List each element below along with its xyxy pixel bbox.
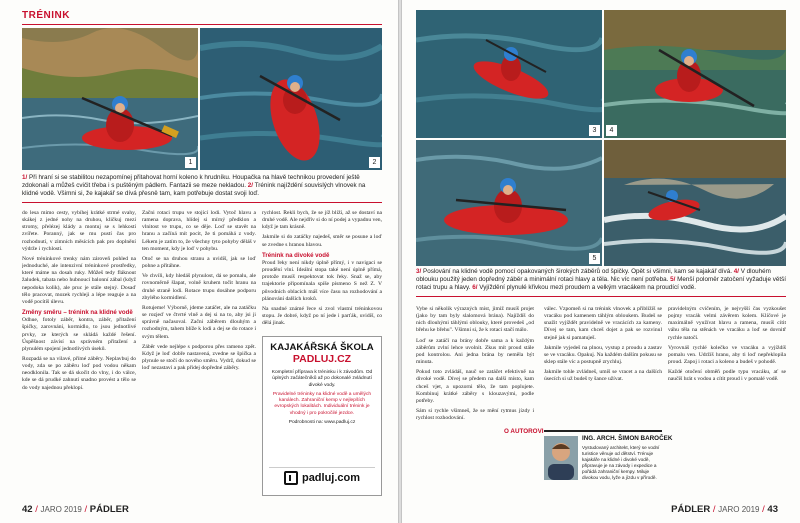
kayaker-photo-1 xyxy=(22,28,198,170)
author-name: ING. ARCH. ŠIMON BAROČEK xyxy=(582,435,673,442)
section-rule xyxy=(22,24,382,25)
caption-text-4: V dlouhém oblouku použitý jeden dopředný záběr a minimální rotaci hlavy a těla. Nic víc není potřeba. xyxy=(416,268,771,284)
author-box xyxy=(544,430,673,516)
issue-label: JARO 2019 xyxy=(40,505,82,514)
paragraph: válec. Vzpomeň si na trénink vlnovek a přiblížíš se vracáku pod kamenem táhlým obloukem. Budeš se snažit vyjíždět pravidelně ve vracácích za kameny. Dívej se tam, kam chceš dojet a pak se rozvinul stejně jak si pamatuješ. xyxy=(544,306,662,341)
caption-rule xyxy=(22,202,382,203)
paragraph: Proud řeky není nikdy úplně přímý, i v navigaci se proudění vlní. Ideální stopa také není úplně přímá, protože musíš respektovat tok řeky. Snaž se, aby trajektorie připomínala spíše písmeno S než Z. V původních oblacích máš více času na rozhodování a plánování dalších kroků. xyxy=(262,259,382,302)
magazine-name: PÁDLER xyxy=(671,504,711,515)
kayaker-photo-2 xyxy=(200,28,382,170)
ad-text-2: Pravidelné tréninky na klidné vodě a umělých kanálech. Zahraniční kemp v nejlepších evropských lokalitách. Individuální trénink je vhodný i pro pokročilé jezdce. xyxy=(272,391,372,416)
article-column-3 xyxy=(262,210,382,332)
article-column-4 xyxy=(416,306,534,502)
kayaker-photo-4 xyxy=(604,10,786,138)
issue-label: JARO 2019 xyxy=(718,505,760,514)
ad-text-1: Kompletní příprava k tréninku i k závodům. Od úplných začátečníků až po dokonalé zvládnutí divoké vody. xyxy=(271,370,373,388)
paragraph: Nové tréninkové trenky nám zároveň pohled na jednoduché, ale intenzivní tréninkové prostředky, které máme na dosah ruky. Můžeš tedy fláknout žaludek, tabata nebo hubnoucí balonní zábal (když nepodoka kolik), ale pruc je stále stejný. Dosaď tělo pracovat, mozek rychleji a lépe reaguje a na vodě pocítíš úlevu. xyxy=(22,255,136,305)
photo-2 xyxy=(200,28,382,170)
caption-text-1: Při hraní si se stabilitou nezapomínej přitahovat horní koleno k hrudníku. Houpačka na hlavě technikou provedení ještě zdokonalí a můžeš cvičit třeba i s puštěným pádlem. Fantazii se meze nekladou. xyxy=(22,174,360,190)
paragraph: rychlost. Řekli bych, že se jíž blíží, až se dostaví na druhé vodě. Ale nejdřív si do ní podej a vypadnu ven, když je tam krásně. xyxy=(262,210,382,231)
paragraph: Jakmile tohle zvládneš, umíš se vracet a na dalších úsecích si už budeš ty šance užívat. xyxy=(544,369,662,383)
article-column-1 xyxy=(22,210,136,500)
caption-text-3: Poslování na klidné vodě pomocí opakovaných širokých záběrů od špičky. Opět si všimni, kam se kajakář dívá. xyxy=(423,268,732,275)
ad-title: KAJAKÁŘSKÁ ŠKOLA xyxy=(270,342,374,353)
footer-right: PÁDLER / JARO 2019 / 43 xyxy=(671,504,778,515)
caption-rule xyxy=(416,296,786,297)
caption-text-5: Menší poloměr zatočení vyžaduje větší rotaci trupu a hlavy. xyxy=(416,276,786,292)
paragraph: Na snadné známé řece si zvol vlastní tréninkovou stopu. Je dobré, když po ní jede i parťák, uvidíš, co dělá jinak. xyxy=(262,305,382,327)
photo-number-1: 1 xyxy=(185,157,196,168)
padluj-logo-icon xyxy=(284,471,298,485)
paragraph: Vybe si několik výrazných míst, jimiž musíš projet (jako by tam byly slalomová brána). Najíždíš do nich dlouhými táhlými oblouky, které provedeš „od břehu ke břehu". Všimni si, že k rotaci stačí málo. xyxy=(416,306,534,334)
caption-number-4: 4/ xyxy=(733,268,739,275)
photo-number-5: 5 xyxy=(589,253,600,264)
paragraph: do lesa mimo cesty, vybíhej krátké strmé svahy, skákej z jedné nohy na druhou, kličkuj mezi stromy, přelézej klády a montuj se s lehkostí zvířete. Poranný, jak se mu pustí čas pro rozhodnutí, v zimních měsících pak pro doplnění výdrže i rychlosti. xyxy=(22,210,136,252)
left-page xyxy=(0,0,398,523)
advertisement-box[interactable] xyxy=(262,336,382,496)
author-label: O AUTOROVI xyxy=(504,428,544,435)
article-column-5 xyxy=(544,306,662,424)
paragraph: Rotujeme! Výborně, jdeme zatáčet, ale na zatáčku se rozjeď ve čtvrté vlně a dej si na to, aby jsi ji správně načasoval. Začni záběrem dlouhým a rozhodným, tahem blíže k lodi a dej se do rotace i svým tělem. xyxy=(142,304,256,340)
author-portrait xyxy=(544,436,578,480)
subheading: Změny směru – trénink na klidné vodě xyxy=(22,309,133,317)
footer-left: 42 / JARO 2019 / PÁDLER xyxy=(22,504,129,515)
caption-text-6: Vyjíždění plynulé křivkou mezi proudem a velkým vracákem na proudící vodě. xyxy=(479,284,697,292)
caption-text-2: Trénink najíždění souvislých vlnovek na klidné vodě. Všimni si, že kajakář se dívá přesně tam, kam potřebuje dostat svoji loď. xyxy=(22,182,366,198)
paragraph: Odhue, fotoly záběr, kontra, záběr, přitažení špičky, zarovnání, kormidlo, to jsou jednotlivé prvky, ze kterých se skládá každé řešení. Úspěšnost závisí na správném přitažení a plynulém spojení jednotlivých úseků. xyxy=(22,317,136,352)
caption-number-2: 2/ xyxy=(247,182,254,190)
caption-number-5: 5/ xyxy=(670,276,676,284)
paragraph: Ve chvíli, kdy hledáš plynulost, dá se pomalu, ale rovnoměrně šlapat, volně kruhem točit hranu na druhé straně lodi. Rotace trupu dosáhne podporu zbylého kormidlení. xyxy=(142,273,256,301)
page-number: 42 xyxy=(22,504,33,515)
paragraph: Loď se zatáčí na brány dobře sama a k každým záběrům zvlní lehce uvolnit. Zkus mít proud stále pod kontrolou. Ani jedna brána by neměla být minuta. xyxy=(416,337,534,366)
paragraph: Sám si rychle všimneš, že se mění rytmus jízdy i rychlost rozhodování. xyxy=(416,408,534,422)
section-title: TRÉNINK xyxy=(22,10,70,21)
photo-number-4: 4 xyxy=(606,125,617,136)
caption-number-6: 6/ xyxy=(472,284,478,292)
kayaker-photo-6 xyxy=(604,140,786,266)
kayaker-photo-5 xyxy=(416,140,602,266)
paragraph: Začni rotaci trupu ve stojící lodi. Vytoč hlavu a ramena doprava, hlídej si mírný předklon a vlnitost ve trupu, co se děje. Loď se stavět na hranu a začíná mít pocit, že ti pomáhá z vody. Lékem je zatím to, že všechny tyto pohyby děláš v ten moment, kdy je loď v pohybu. xyxy=(142,210,256,252)
ad-logo[interactable] xyxy=(269,467,375,487)
photo-5 xyxy=(416,140,602,266)
photo-3 xyxy=(416,10,602,138)
article-column-2 xyxy=(142,210,256,500)
paragraph: Rozpadá se na vilavé, přímé záběry. Neplavbuj do vody, zda se po záběru loď pod vodou někam neodklonila. Tak se dá skočit do vlny, i do válce, kde se dá prudké zahnutí snadno provést a tělo se do vody najednou překlopí. xyxy=(22,355,136,391)
magazine-name: PÁDLER xyxy=(89,504,129,515)
paragraph: Každé otočení obměň podle typu vracáku, ať se naučíš hrát s vodou a cítit proud i v pomalé vodě. xyxy=(668,369,786,383)
photo-1 xyxy=(22,28,198,170)
paragraph: Záběr vede nejlépe s podporou přes rameno zpět. Když je loď dobře nastavená, zvedne se špička a plynule se stočí do nového směru. Vydrž, dokud se loď nezastaví a pak přidej dopředné záběry. xyxy=(142,343,256,372)
caption-number-1: 1/ xyxy=(22,174,28,181)
subheading: Trénink na divoké vodě xyxy=(262,251,330,259)
right-page xyxy=(402,0,800,523)
photo-number-2: 2 xyxy=(369,157,380,168)
caption-number-3: 3/ xyxy=(416,268,422,275)
author-bio: Vystudovaný architekt, který se vodní turistice věnuje od dětství. Trénuje kajakáře na klidné i divoké vodě, připravuje je na závody i expedice a pořádá zahraniční kempy. Miluje divokou vodu, lyže a jízdu v přírodě. xyxy=(582,445,660,481)
ad-url[interactable]: PADLUJ.CZ xyxy=(292,353,352,365)
paragraph: Pokud toto zvládáš, nauč se zatáčet efektivně na divoké vodě. Dívej se předem na další místo, kam chceš vjet, a upozorni tělo, že tam poplujete. Kombinuj krátké záběry s klouzavými, podle potřeby. xyxy=(416,369,534,404)
photo-caption xyxy=(22,174,382,203)
photo-caption xyxy=(416,268,786,297)
author-photo xyxy=(544,436,578,480)
page-number: 43 xyxy=(767,504,778,515)
ad-text-3: Podrobnosti na: www.padluj.cz xyxy=(288,420,356,426)
paragraph: Otoč se na druhou stranu a uvidíš, jak se loď pohne a přitáhne. xyxy=(142,255,256,270)
paragraph: pravidelným cvičením, je nejvyšší čas vyzkoušet pojmy vracák velmi závěrem kolem. Klíčové je maximálně využívat hlavu a ramena, musíš cítit váhu těla na stěnách ve vracáku a loď se dovnitř rychle natočí. xyxy=(668,306,786,341)
paragraph: Jakmile vyjedeš na plnou, vystup z proudu a zastav se ve vracáku. Opakuj. Na každém dalším pokusu se sklep stále víc a postupně zrychluj. xyxy=(544,344,662,366)
photo-number-3: 3 xyxy=(589,125,600,136)
photo-4 xyxy=(604,10,786,138)
ad-logo-text: padluj.com xyxy=(301,471,361,484)
article-column-6 xyxy=(668,306,786,502)
paragraph: Jakmile si do zatáčky najedeš, směr se posune a loď se zvedne s hranou hlavou. xyxy=(262,234,382,248)
photo-6 xyxy=(604,140,786,266)
paragraph: Vyrovnáš rychlé kolečko ve vracáku a vyjíždíš pomalu ven. Udržíš hranu, aby ti loď nepřeklopila proud. Zapoj i rotaci a koleno a budeš v pohodě. xyxy=(668,344,786,366)
kayaker-photo-3 xyxy=(416,10,602,138)
